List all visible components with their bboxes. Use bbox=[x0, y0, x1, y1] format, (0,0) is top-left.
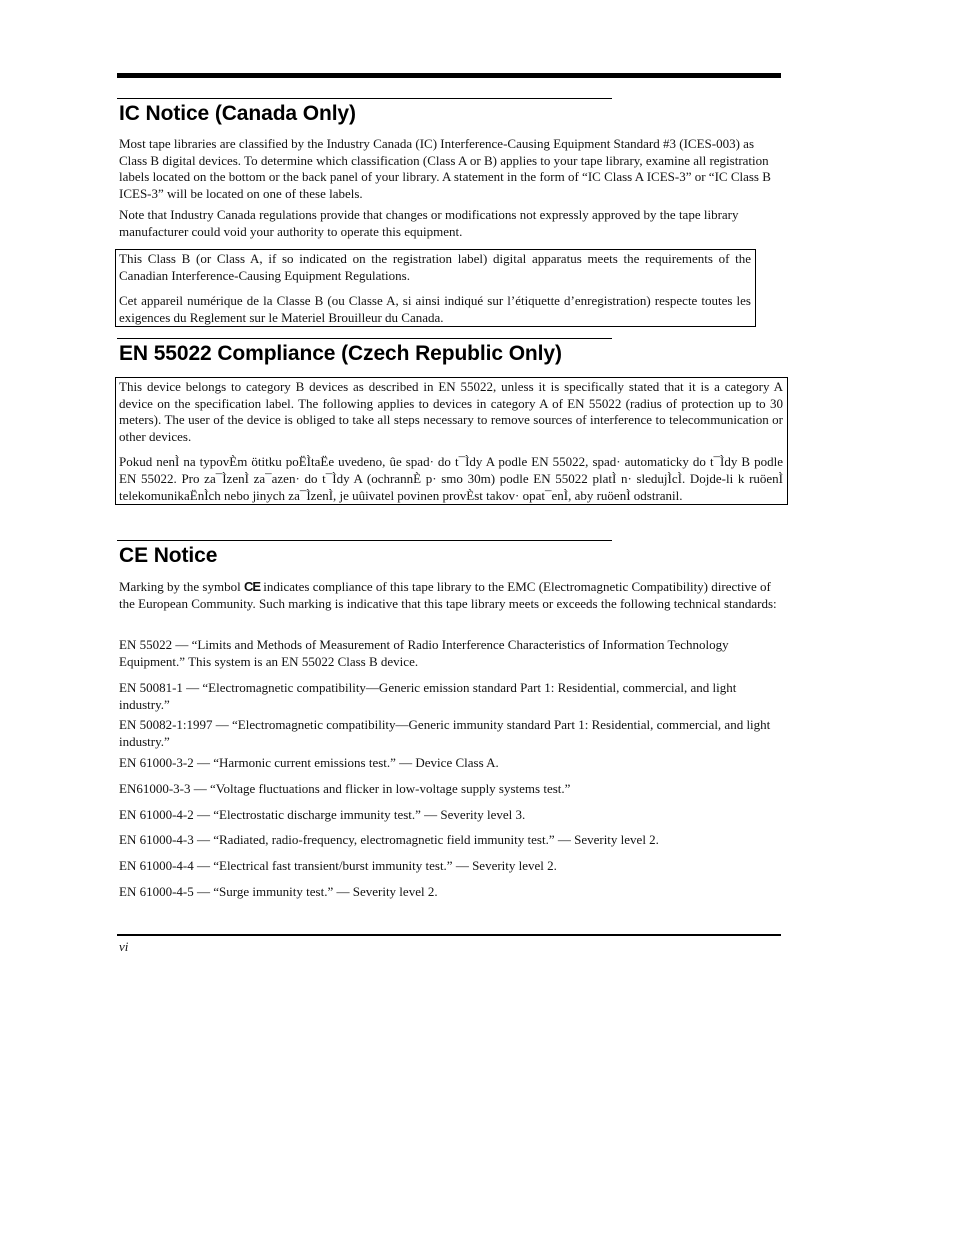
ce-standard-item: EN 50082-1:1997 — “Electromagnetic compatibility—Generic immunity standard Part 1: Residential, commercial, and light industry.” bbox=[119, 717, 771, 749]
en55022-heading-rule bbox=[117, 338, 612, 339]
ce-marking-text-after: indicates compliance of this tape library to the EMC (Electromagnetic Compatibility) directive of the European Community. Such marking is indicative that this tape library meets or exceeds the following technical standards: bbox=[119, 579, 777, 611]
ic-notice-paragraph-2: Note that Industry Canada regulations provide that changes or modifications not expressly approved by the tape library manufacturer could void your authority to operate this equipment. bbox=[119, 207, 739, 239]
ce-standard-item: EN61000-3-3 — “Voltage fluctuations and flicker in low-voltage supply systems test.” bbox=[119, 781, 571, 796]
ce-standard-item: EN 61000-4-5 — “Surge immunity test.” — Severity level 2. bbox=[119, 884, 438, 899]
ce-standard-item: EN 61000-4-4 — “Electrical fast transient/burst immunity test.” — Severity level 2. bbox=[119, 858, 557, 873]
ic-notice-statement-box bbox=[115, 249, 756, 327]
ce-mark-icon: CE bbox=[243, 579, 260, 594]
ce-standard-item: EN 61000-4-3 — “Radiated, radio-frequency, electromagnetic field immunity test.” — Severity level 2. bbox=[119, 832, 659, 847]
ce-standard-item: EN 61000-4-2 — “Electrostatic discharge immunity test.” — Severity level 3. bbox=[119, 807, 526, 822]
ic-statement-french: Cet appareil numérique de la Classe B (ou Classe A, si ainsi indiqué sur l’étiquette d’enregistration) respecte toutes les exigences du Reglement sur le Materiel Brouilleur du Canada. bbox=[119, 293, 751, 325]
en55022-statement-english: This device belongs to category B devices as described in EN 55022, unless it is specifically stated that it is a category A device on the specification label. The following applies to devices in category A of EN 55022 (radius of protection up to 30 meters). The user of the device is obliged to take all steps necessary to remove sources of interference to telecommunication or other devices. bbox=[119, 379, 783, 444]
page-number: vi bbox=[119, 939, 129, 954]
ce-marking-text-before: Marking by the symbol bbox=[119, 579, 244, 594]
en55022-statement-czech: Pokud nenÌ na typovÈm ötitku poËÌtaËe uvedeno, ûe spad· do t¯Ìdy A podle EN 55022, spad· automaticky do t¯Ìdy B podle EN 55022. Pro za¯ÌzenÌ za¯azen· do t¯Ìdy A (ochrannÈ p· smo 30m) podle EN 55022 platÌ n· sledujÌcÌ. Dojde-li k ruöenÌ telekomunikaËnÌch nebo jinych za¯ÌzenÌ, je uûivatel povinen provÈst takov· opat¯enÌ, aby ruöenÌ odstranil. bbox=[119, 454, 783, 503]
top-rule bbox=[117, 73, 781, 78]
ce-standard-item: EN 55022 — “Limits and Methods of Measurement of Radio Interference Characteristics of Information Technology Equipment.” This system is an EN 55022 Class B device. bbox=[119, 637, 729, 669]
en55022-statement-box bbox=[115, 377, 788, 505]
ce-marking-paragraph bbox=[119, 579, 781, 612]
footer-rule bbox=[117, 934, 781, 936]
ic-heading-rule bbox=[117, 98, 612, 99]
en55022-heading: EN 55022 Compliance (Czech Republic Only) bbox=[119, 342, 562, 365]
ce-heading-rule bbox=[117, 540, 612, 541]
ic-statement-english: This Class B (or Class A, if so indicated on the registration label) digital apparatus meets the requirements of the Canadian Interference-Causing Equipment Regulations. bbox=[119, 251, 751, 283]
ic-notice-paragraph-1: Most tape libraries are classified by the Industry Canada (IC) Interference-Causing Equipment Standard #3 (ICES-003) as Class B digital devices. To determine which classification (Class A or B) applies to your tape library, examine all registration labels located on the bottom or the back panel of your library. A statement in the form of “IC Class A ICES-3” or “IC Class B ICES-3” will be located on one of these labels. bbox=[119, 136, 771, 201]
ce-standard-item: EN 61000-3-2 — “Harmonic current emissions test.” — Device Class A. bbox=[119, 755, 499, 770]
ce-notice-heading: CE Notice bbox=[119, 544, 218, 567]
ic-notice-heading: IC Notice (Canada Only) bbox=[119, 102, 356, 125]
ce-standard-item: EN 50081-1 — “Electromagnetic compatibility—Generic emission standard Part 1: Residential, commercial, and light industry.” bbox=[119, 680, 737, 712]
